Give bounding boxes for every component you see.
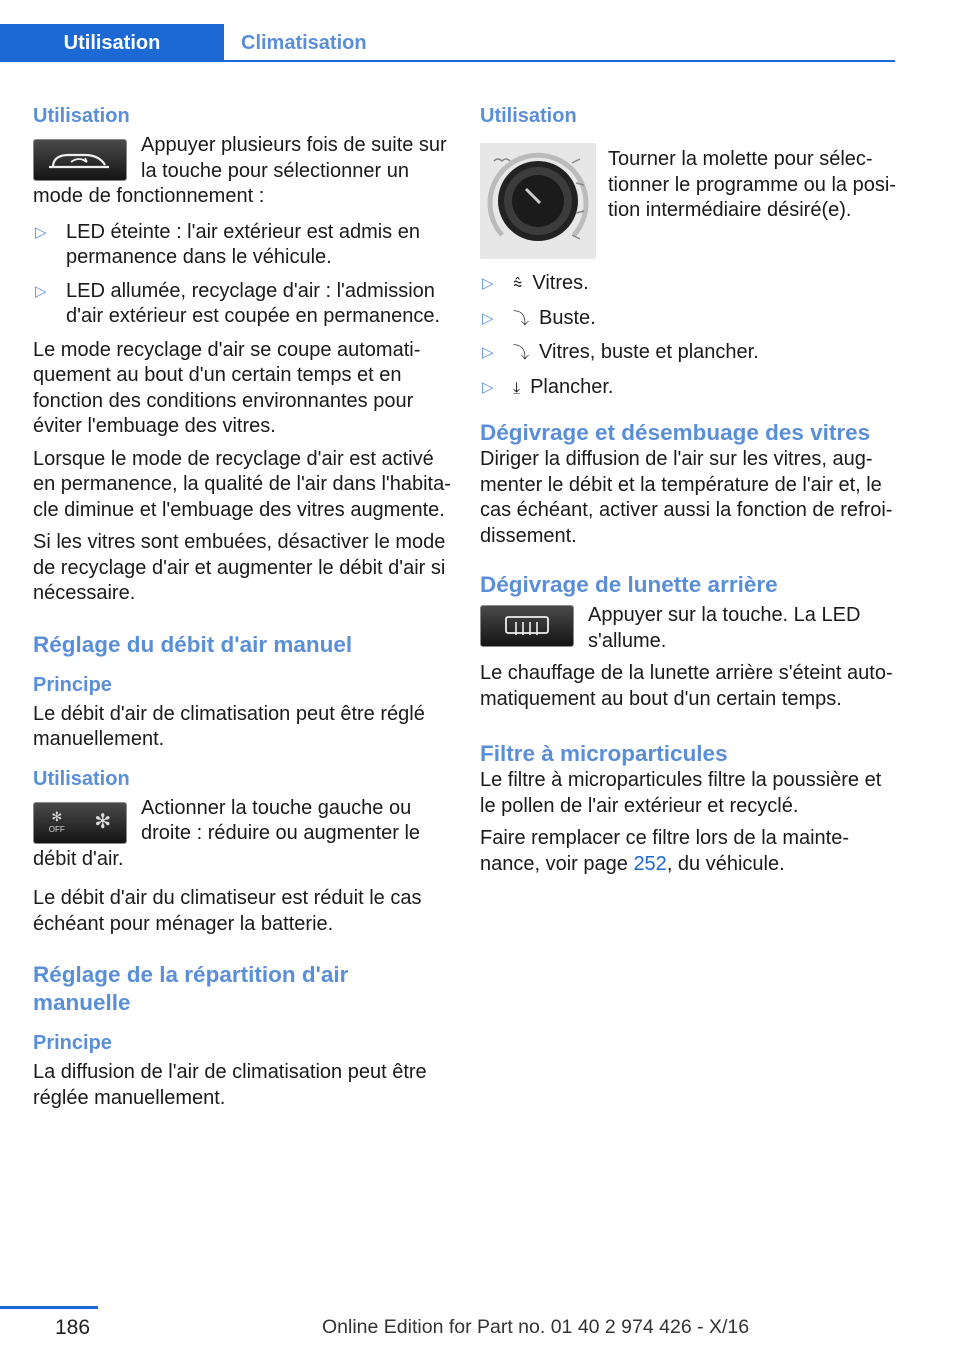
fan-icon: ✻: [94, 810, 112, 833]
bullet-triangle-icon: ▷: [482, 344, 494, 361]
paragraph: Le chauffage de la lunette arrière s'éteint automatiquement au bout d'un certain temps.: [480, 662, 893, 710]
tab-climatisation[interactable]: Climatisation: [241, 31, 367, 54]
subheading-utilisation: Utilisation: [480, 105, 577, 127]
paragraph: Le débit d'air du climatiseur est réduit le cas échéant pour ménager la batterie.: [33, 887, 422, 935]
paragraph: Appuyer sur la touche. La LED s'allume.: [588, 604, 861, 652]
paragraph: Le filtre à microparticules filtre la poussière et le pollen de l'air extérieur et recyclé.: [480, 769, 882, 817]
subheading-principe: Principe: [33, 673, 112, 696]
bust-airflow-icon: ⤵: [513, 310, 530, 328]
paragraph: Lorsque le mode de recyclage d'air est activé en permanence, la qualité de l'air dans l'habitacle diminue et l'embuage des vitres augmente.: [33, 447, 451, 521]
left-column: [33, 100, 451, 1111]
section-heading: Dégivrage de lunette arrière: [480, 572, 778, 597]
paragraph: La diffusion de l'air de climatisation peut être réglée manuellement.: [33, 1061, 427, 1109]
edition-footer: Online Edition for Part no. 01 40 2 974 426 - X/16: [322, 1316, 750, 1338]
recirculation-icon: [45, 147, 115, 173]
section-heading: Réglage de la répartition d'air manuelle: [33, 962, 349, 1015]
bullet-triangle-icon: ▷: [482, 309, 494, 327]
floor-airflow-icon: ⤓: [513, 379, 521, 397]
air-distribution-dial-image: [480, 143, 596, 259]
rear-defrost-button-image: [480, 605, 574, 647]
bullet-list: [480, 271, 898, 401]
section-heading: Réglage du débit d'air manuel: [33, 631, 353, 657]
list-item: ▷ LED éteinte : l'air extérieur est admis en permanence dans le véhicule.: [35, 220, 420, 268]
bullet-triangle-icon: ▷: [482, 378, 494, 396]
list-item: ▷ ⤓ Plancher.: [480, 375, 898, 402]
rear-defrost-icon: [502, 614, 552, 638]
fan-off-icon: ✻ OFF: [48, 808, 65, 834]
paragraph: Appuyer plusieurs fois de suite sur la touche pour sélectionner un mode de fonctionnement :: [33, 134, 447, 207]
list-item: ▷ ⩯ Vitres.: [480, 271, 898, 298]
paragraph: Si les vitres sont embuées, désactiver le mode de recyclage d'air et augmenter le débit d'air si nécessaire.: [33, 531, 446, 604]
paragraph: Tourner la molette pour sélectionner le programme ou la position intermédiaire désiré(e).: [608, 148, 896, 221]
paragraph: Faire remplacer ce filtre lors de la maintenance, voir page 252, du véhicule.: [480, 827, 850, 875]
bullet-list: [33, 220, 451, 330]
subheading-principe: Principe: [33, 1032, 112, 1054]
list-item: ▷ ⤵ Buste.: [480, 306, 898, 333]
page-number: 186: [55, 1316, 91, 1339]
bullet-triangle-icon: ▷: [482, 275, 494, 292]
bullet-triangle-icon: ▷: [35, 223, 47, 241]
windows-bust-floor-icon: ⤵: [513, 345, 530, 362]
section-heading: Dégivrage et désembuage des vitres: [480, 420, 871, 445]
paragraph: Le débit d'air de climatisation peut être réglé manuellement.: [33, 702, 425, 750]
footer-rule: [0, 1306, 98, 1309]
bullet-triangle-icon: ▷: [35, 282, 47, 300]
page-link[interactable]: 252: [633, 852, 667, 875]
paragraph: Actionner la touche gauche ou droite : réduire ou augmenter le débit d'air.: [33, 796, 421, 870]
right-column: [480, 100, 898, 877]
page-header: [0, 0, 895, 62]
recirculation-button-image: [33, 139, 127, 181]
tab-utilisation[interactable]: Utilisation: [0, 24, 224, 62]
section-heading: Filtre à microparticules: [480, 741, 728, 766]
windshield-icon: ⩯: [513, 276, 523, 293]
subheading-utilisation: Utilisation: [33, 767, 130, 790]
list-item: ▷ LED allumée, recyclage d'air : l'admission d'air extérieur est coupée en permanence.: [35, 279, 441, 327]
list-item: ▷ ⤵ Vitres, buste et plancher.: [480, 340, 898, 367]
paragraph: Diriger la diffusion de l'air sur les vitres, augmenter le débit et la température de l'air et, le cas échéant, activer aussi la fonction de refroidissement.: [480, 448, 893, 547]
header-rule: [0, 60, 895, 62]
subheading-utilisation: Utilisation: [33, 105, 130, 127]
air-distribution-knob-icon: [480, 143, 596, 259]
fan-buttons-image: [33, 802, 127, 844]
paragraph: Le mode recyclage d'air se coupe automatiquement au bout d'un certain temps et en fonction des conditions environnantes pour éviter l'embuage des vitres.: [33, 338, 421, 437]
